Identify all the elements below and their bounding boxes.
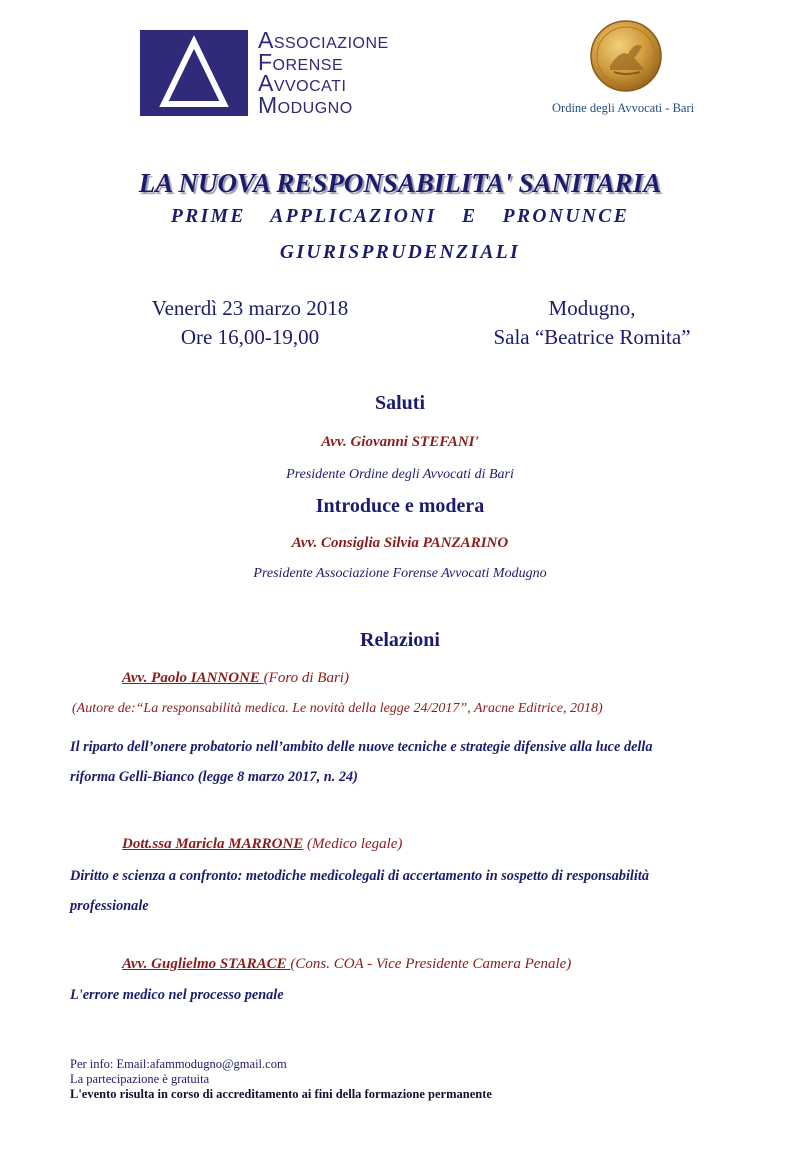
speaker-3-affiliation: (Cons. COA - Vice Presidente Camera Penale) (290, 956, 572, 972)
speaker-2-name: Dott.ssa Maricla MARRONE (122, 836, 304, 852)
speaker-3-name: Avv. Guglielmo STARACE (122, 956, 291, 972)
afam-line-3: Avvocati (258, 70, 347, 96)
subtitle-line-1: PRIME APPLICAZIONI E PRONUNCE (170, 206, 630, 227)
triangle-emblem-icon (140, 30, 248, 116)
afam-line-2: Forense (258, 48, 344, 75)
speaker-3-topic-line-1: L'errore medico nel processo penale (70, 987, 284, 1003)
modera-name: Avv. Consiglia Silvia PANZARINO (291, 535, 509, 551)
event-date: Venerdì 23 marzo 2018 (151, 296, 349, 320)
footer-accreditation: L'evento risulta in corso di accreditamento ai fini della formazione permanente (70, 1087, 492, 1101)
speaker-1-topic-line-1: Il riparto dell’onere probatorio nell’ambito delle nuove tecniche e strategie difensive alla luce della (70, 739, 653, 755)
ordine-seal-icon (590, 20, 662, 92)
footer (70, 1057, 492, 1102)
saluti-role: Presidente Ordine degli Avvocati di Bari (286, 467, 514, 482)
ordine-caption: Ordine degli Avvocati - Bari (552, 101, 695, 115)
speaker-1-name: Avv. Paolo IANNONE (122, 670, 264, 686)
speaker-1 (122, 670, 349, 687)
afam-line-4: Modugno (258, 91, 353, 118)
page-title: LA NUOVA RESPONSABILITA' SANITARIA (138, 168, 662, 198)
event-venue: Sala “Beatrice Romita” (493, 325, 691, 349)
footer-info: Per info: Email:afammodugno@gmail.com (70, 1057, 287, 1071)
footer-free: La partecipazione è gratuita (70, 1072, 210, 1086)
afam-logo (140, 30, 248, 116)
afam-logo-text (258, 27, 458, 118)
event-time: Ore 16,00-19,00 (180, 325, 320, 349)
speaker-2-topic-line-1: Diritto e scienza a confronto: metodiche medicolegali di accertamento in sospetto di responsabilità (70, 868, 649, 884)
modera-heading: Introduce e modera (315, 495, 485, 517)
speaker-1-author-note: (Autore de:“La responsabilità medica. Le novità della legge 24/2017”, Aracne Editrice, 2018) (72, 701, 603, 716)
event-location (442, 294, 742, 352)
speaker-2-topic (70, 861, 750, 921)
relazioni-heading: Relazioni (360, 629, 440, 651)
event-datetime (100, 294, 400, 352)
afam-line-1: Associazione (258, 27, 389, 53)
speaker-3-topic (70, 980, 750, 1010)
speaker-1-topic-line-2: riforma Gelli-Bianco (legge 8 marzo 2017, n. 24) (70, 769, 358, 785)
speaker-3 (122, 956, 571, 973)
speaker-2-affiliation: (Medico legale) (303, 836, 403, 852)
saluti-name: Avv. Giovanni STEFANI' (321, 434, 479, 450)
speaker-1-topic (70, 732, 750, 792)
event-city: Modugno, (548, 296, 636, 320)
modera-role: Presidente Associazione Forense Avvocati Modugno (253, 566, 547, 581)
saluti-heading: Saluti (374, 392, 426, 414)
speaker-2-topic-line-2: professionale (70, 898, 149, 914)
speaker-1-affiliation: (Foro di Bari) (263, 670, 349, 686)
subtitle-line-2: GIURISPRUDENZIALI (279, 242, 521, 263)
speaker-2 (122, 836, 402, 853)
